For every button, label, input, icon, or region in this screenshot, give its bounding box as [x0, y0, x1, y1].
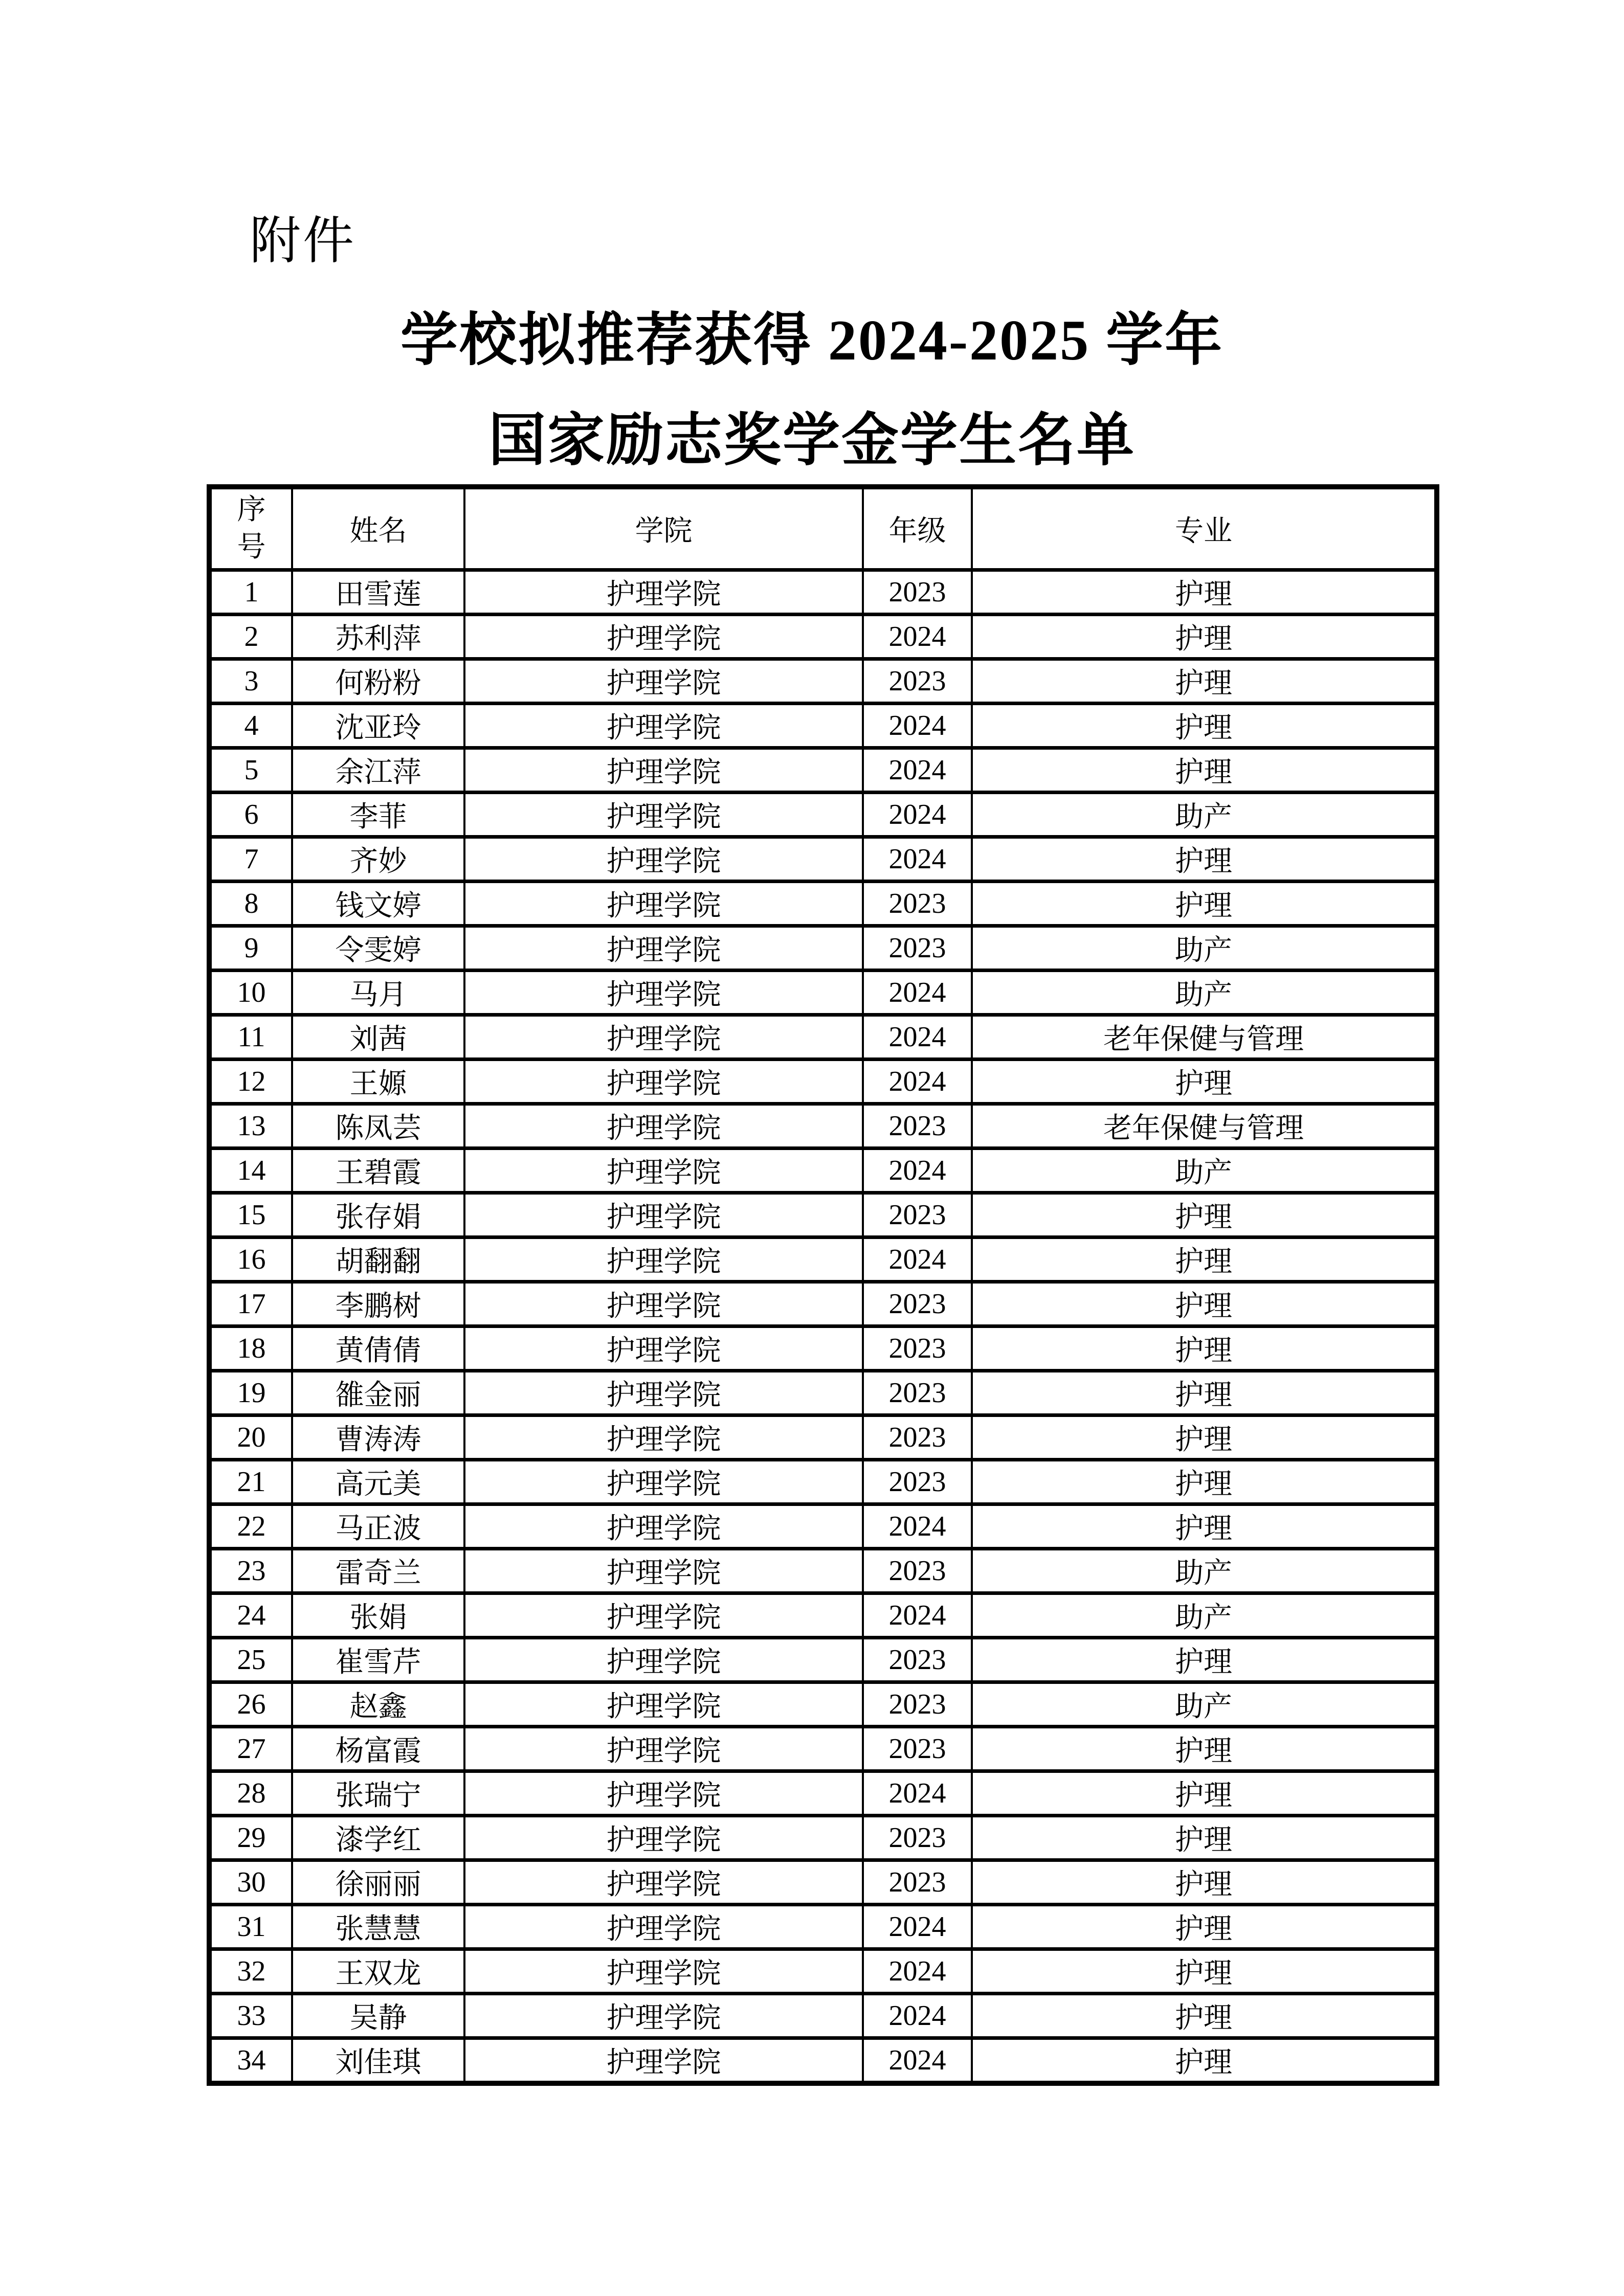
cell-grade: 2024 [863, 971, 972, 1015]
cell-serial-number: 12 [209, 1060, 292, 1104]
cell-serial-number: 31 [209, 1905, 292, 1949]
cell-serial-number: 7 [209, 837, 292, 882]
cell-college: 护理学院 [464, 704, 863, 748]
cell-name: 李菲 [292, 793, 464, 837]
cell-grade: 2023 [863, 882, 972, 926]
cell-name: 刘佳琪 [292, 2038, 464, 2084]
cell-major: 护理 [972, 748, 1437, 793]
cell-serial-number: 22 [209, 1504, 292, 1549]
cell-major: 护理 [972, 570, 1437, 615]
cell-name: 王嫄 [292, 1060, 464, 1104]
cell-college: 护理学院 [464, 1771, 863, 1816]
cell-college: 护理学院 [464, 1593, 863, 1638]
cell-college: 护理学院 [464, 882, 863, 926]
cell-college: 护理学院 [464, 1149, 863, 1193]
cell-grade: 2024 [863, 748, 972, 793]
cell-name: 齐妙 [292, 837, 464, 882]
cell-name: 苏利萍 [292, 615, 464, 659]
cell-serial-number: 32 [209, 1949, 292, 1994]
cell-college: 护理学院 [464, 659, 863, 704]
cell-name: 张存娟 [292, 1193, 464, 1237]
cell-major: 护理 [972, 882, 1437, 926]
cell-college: 护理学院 [464, 1638, 863, 1682]
cell-major: 助产 [972, 926, 1437, 971]
cell-grade: 2023 [863, 1326, 972, 1371]
cell-college: 护理学院 [464, 748, 863, 793]
cell-grade: 2024 [863, 704, 972, 748]
cell-major: 助产 [972, 1149, 1437, 1193]
cell-name: 张瑞宁 [292, 1771, 464, 1816]
cell-major: 助产 [972, 1682, 1437, 1727]
cell-major: 护理 [972, 1994, 1437, 2038]
cell-name: 钱文婷 [292, 882, 464, 926]
table-row [209, 1638, 1437, 1682]
cell-name: 田雪莲 [292, 570, 464, 615]
cell-college: 护理学院 [464, 926, 863, 971]
cell-college: 护理学院 [464, 837, 863, 882]
cell-grade: 2024 [863, 1771, 972, 1816]
cell-name: 雒金丽 [292, 1371, 464, 1415]
table-row [209, 793, 1437, 837]
cell-major: 护理 [972, 1237, 1437, 1282]
table-row [209, 1371, 1437, 1415]
cell-serial-number: 29 [209, 1816, 292, 1860]
cell-college: 护理学院 [464, 1860, 863, 1905]
cell-serial-number: 20 [209, 1415, 292, 1460]
cell-name: 何粉粉 [292, 659, 464, 704]
cell-grade: 2024 [863, 1015, 972, 1060]
cell-grade: 2024 [863, 1593, 972, 1638]
cell-major: 护理 [972, 1460, 1437, 1504]
cell-grade: 2024 [863, 1237, 972, 1282]
cell-grade: 2023 [863, 1727, 972, 1771]
cell-grade: 2024 [863, 1504, 972, 1549]
cell-serial-number: 24 [209, 1593, 292, 1638]
table-body [209, 570, 1437, 2084]
cell-major: 护理 [972, 1193, 1437, 1237]
cell-college: 护理学院 [464, 615, 863, 659]
cell-serial-number: 34 [209, 2038, 292, 2084]
cell-college: 护理学院 [464, 1193, 863, 1237]
scholarship-roster-table [207, 484, 1439, 2086]
cell-grade: 2023 [863, 1860, 972, 1905]
table-row [209, 1994, 1437, 2038]
cell-grade: 2023 [863, 1549, 972, 1593]
cell-name: 曹涛涛 [292, 1415, 464, 1460]
cell-serial-number: 19 [209, 1371, 292, 1415]
cell-grade: 2024 [863, 1149, 972, 1193]
cell-major: 助产 [972, 1549, 1437, 1593]
table-header-row [209, 487, 1437, 570]
header-serial-number [209, 487, 292, 570]
table-row [209, 837, 1437, 882]
cell-college: 护理学院 [464, 1949, 863, 1994]
cell-major: 护理 [972, 1727, 1437, 1771]
cell-grade: 2024 [863, 793, 972, 837]
cell-grade: 2023 [863, 1816, 972, 1860]
cell-name: 马正波 [292, 1504, 464, 1549]
cell-serial-number: 28 [209, 1771, 292, 1816]
cell-name: 崔雪芹 [292, 1638, 464, 1682]
cell-college: 护理学院 [464, 1060, 863, 1104]
cell-name: 王碧霞 [292, 1149, 464, 1193]
cell-grade: 2023 [863, 1371, 972, 1415]
cell-major: 护理 [972, 1504, 1437, 1549]
cell-serial-number: 26 [209, 1682, 292, 1727]
cell-grade: 2023 [863, 570, 972, 615]
document-title-line2: 国家励志奖学金学生名单 [488, 409, 1136, 472]
table-row [209, 1682, 1437, 1727]
table-row [209, 971, 1437, 1015]
cell-grade: 2024 [863, 1949, 972, 1994]
cell-major: 护理 [972, 1905, 1437, 1949]
document-title-line1: 学校拟推荐获得 2024-2025 学年 [400, 309, 1224, 372]
cell-name: 令雯婷 [292, 926, 464, 971]
cell-serial-number: 10 [209, 971, 292, 1015]
table-row [209, 1326, 1437, 1371]
cell-major: 护理 [972, 2038, 1437, 2084]
cell-college: 护理学院 [464, 793, 863, 837]
cell-grade: 2023 [863, 1415, 972, 1460]
cell-name: 漆学红 [292, 1816, 464, 1860]
cell-college: 护理学院 [464, 1415, 863, 1460]
cell-name: 刘茜 [292, 1015, 464, 1060]
table-row [209, 1237, 1437, 1282]
table-row [209, 1771, 1437, 1816]
cell-college: 护理学院 [464, 1104, 863, 1149]
table-row [209, 1104, 1437, 1149]
table-row [209, 1415, 1437, 1460]
table-row [209, 1727, 1437, 1771]
cell-name: 张慧慧 [292, 1905, 464, 1949]
cell-serial-number: 14 [209, 1149, 292, 1193]
cell-serial-number: 30 [209, 1860, 292, 1905]
header-serial-number-label: 序号 [237, 494, 266, 563]
cell-serial-number: 25 [209, 1638, 292, 1682]
cell-grade: 2023 [863, 1104, 972, 1149]
cell-name: 雷奇兰 [292, 1549, 464, 1593]
cell-serial-number: 8 [209, 882, 292, 926]
table-row [209, 1015, 1437, 1060]
cell-serial-number: 4 [209, 704, 292, 748]
cell-major: 护理 [972, 1371, 1437, 1415]
cell-grade: 2024 [863, 1060, 972, 1104]
cell-college: 护理学院 [464, 1905, 863, 1949]
header-grade: 年级 [863, 487, 972, 570]
cell-serial-number: 16 [209, 1237, 292, 1282]
cell-name: 徐丽丽 [292, 1860, 464, 1905]
table-row [209, 1905, 1437, 1949]
cell-major: 护理 [972, 837, 1437, 882]
cell-college: 护理学院 [464, 1371, 863, 1415]
cell-college: 护理学院 [464, 1816, 863, 1860]
cell-grade: 2023 [863, 1193, 972, 1237]
cell-major: 护理 [972, 1860, 1437, 1905]
cell-name: 黄倩倩 [292, 1326, 464, 1371]
table-row [209, 1860, 1437, 1905]
cell-serial-number: 9 [209, 926, 292, 971]
cell-name: 赵鑫 [292, 1682, 464, 1727]
table-row [209, 1593, 1437, 1638]
table-row [209, 1460, 1437, 1504]
cell-name: 马月 [292, 971, 464, 1015]
cell-serial-number: 6 [209, 793, 292, 837]
cell-major: 护理 [972, 1415, 1437, 1460]
cell-grade: 2023 [863, 659, 972, 704]
table-row [209, 1149, 1437, 1193]
cell-college: 护理学院 [464, 971, 863, 1015]
cell-college: 护理学院 [464, 1682, 863, 1727]
table-row [209, 1193, 1437, 1237]
attachment-label: 附件 [250, 212, 356, 269]
cell-grade: 2023 [863, 926, 972, 971]
cell-grade: 2023 [863, 1460, 972, 1504]
cell-grade: 2024 [863, 615, 972, 659]
cell-grade: 2024 [863, 837, 972, 882]
header-major: 专业 [972, 487, 1437, 570]
cell-college: 护理学院 [464, 1237, 863, 1282]
cell-college: 护理学院 [464, 1460, 863, 1504]
cell-serial-number: 23 [209, 1549, 292, 1593]
cell-college: 护理学院 [464, 1504, 863, 1549]
cell-grade: 2023 [863, 1282, 972, 1326]
table-row [209, 704, 1437, 748]
cell-college: 护理学院 [464, 1994, 863, 2038]
cell-major: 老年保健与管理 [972, 1104, 1437, 1149]
table-row [209, 748, 1437, 793]
cell-name: 吴静 [292, 1994, 464, 2038]
table-row [209, 1282, 1437, 1326]
table-row [209, 570, 1437, 615]
header-name: 姓名 [292, 487, 464, 570]
cell-serial-number: 5 [209, 748, 292, 793]
cell-college: 护理学院 [464, 2038, 863, 2084]
cell-major: 助产 [972, 793, 1437, 837]
cell-grade: 2023 [863, 1682, 972, 1727]
cell-name: 胡翻翻 [292, 1237, 464, 1282]
cell-name: 沈亚玲 [292, 704, 464, 748]
cell-major: 护理 [972, 704, 1437, 748]
table-row [209, 1504, 1437, 1549]
cell-college: 护理学院 [464, 1549, 863, 1593]
cell-serial-number: 11 [209, 1015, 292, 1060]
cell-name: 杨富霞 [292, 1727, 464, 1771]
table-row [209, 2038, 1437, 2084]
cell-major: 助产 [972, 1593, 1437, 1638]
table-row [209, 1949, 1437, 1994]
cell-name: 李鹏树 [292, 1282, 464, 1326]
cell-name: 王双龙 [292, 1949, 464, 1994]
table-row [209, 1060, 1437, 1104]
cell-serial-number: 3 [209, 659, 292, 704]
table-row [209, 1549, 1437, 1593]
cell-major: 护理 [972, 1326, 1437, 1371]
cell-serial-number: 17 [209, 1282, 292, 1326]
table-row [209, 926, 1437, 971]
cell-name: 张娟 [292, 1593, 464, 1638]
cell-major: 助产 [972, 971, 1437, 1015]
cell-major: 护理 [972, 1638, 1437, 1682]
cell-serial-number: 33 [209, 1994, 292, 2038]
cell-serial-number: 13 [209, 1104, 292, 1149]
cell-grade: 2023 [863, 1638, 972, 1682]
cell-college: 护理学院 [464, 1015, 863, 1060]
cell-major: 护理 [972, 1949, 1437, 1994]
table-row [209, 882, 1437, 926]
cell-major: 护理 [972, 1282, 1437, 1326]
cell-college: 护理学院 [464, 1727, 863, 1771]
cell-grade: 2024 [863, 1905, 972, 1949]
cell-serial-number: 21 [209, 1460, 292, 1504]
cell-major: 护理 [972, 1060, 1437, 1104]
cell-grade: 2024 [863, 1994, 972, 2038]
table-row [209, 659, 1437, 704]
table-row [209, 615, 1437, 659]
cell-major: 护理 [972, 1771, 1437, 1816]
cell-name: 余江萍 [292, 748, 464, 793]
cell-name: 高元美 [292, 1460, 464, 1504]
document-title [0, 290, 1624, 491]
header-college: 学院 [464, 487, 863, 570]
table-row [209, 1816, 1437, 1860]
cell-serial-number: 1 [209, 570, 292, 615]
cell-major: 护理 [972, 1816, 1437, 1860]
cell-college: 护理学院 [464, 570, 863, 615]
cell-major: 老年保健与管理 [972, 1015, 1437, 1060]
cell-college: 护理学院 [464, 1282, 863, 1326]
cell-grade: 2024 [863, 2038, 972, 2084]
cell-major: 护理 [972, 659, 1437, 704]
cell-serial-number: 27 [209, 1727, 292, 1771]
cell-serial-number: 18 [209, 1326, 292, 1371]
cell-serial-number: 15 [209, 1193, 292, 1237]
cell-serial-number: 2 [209, 615, 292, 659]
cell-college: 护理学院 [464, 1326, 863, 1371]
cell-name: 陈凤芸 [292, 1104, 464, 1149]
cell-major: 护理 [972, 615, 1437, 659]
